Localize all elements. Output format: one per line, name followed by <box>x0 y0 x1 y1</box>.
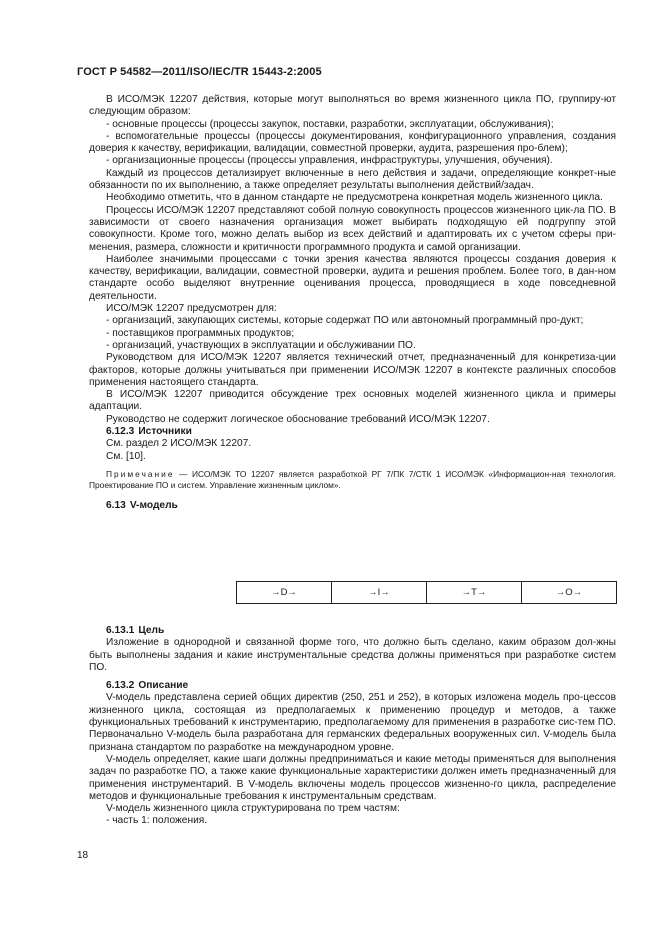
section-number: 6.13 <box>106 500 126 512</box>
section-number: 6.13.2 <box>106 680 135 692</box>
paragraph: См. раздел 2 ИСО/МЭК 12207. <box>106 438 252 450</box>
section-title: V-модель <box>129 500 178 512</box>
note-label: Примечание <box>106 468 175 479</box>
note <box>89 469 616 491</box>
v-model-diagram <box>236 581 617 604</box>
list-item: - организаций, закупающих системы, которые содержат ПО или автономный программный про-дукт; <box>106 315 584 327</box>
paragraph: Процессы ИСО/МЭК 12207 представляют собой полную совокупность процессов жизненного цик-ла ПО. В зависимости от своего назначения организация может выбирать подходящую ей подгруппу этой совокупности. Кроме того, можно делать выбор из всех действий и адаптировать их с учетом сферы при-менения, размера, сложности и критичности программного продукта и самой организации. <box>89 204 616 253</box>
list-item: - основные процессы (процессы закупок, поставки, разработки, эксплуатации, обслуживания); <box>106 118 554 130</box>
body-text-top <box>89 94 616 513</box>
section-title: Источники <box>138 426 192 438</box>
section-number: 6.12.3 <box>106 426 135 438</box>
section-heading-6-13-1 <box>89 625 616 637</box>
paragraph: Руководством для ИСО/МЭК 12207 является технический отчет, предназначенный для конкретиза-ции факторов, которые должны учитываться при применении ИСО/МЭК 12207 в контексте различных способов применения настоящего стандарта. <box>89 352 616 388</box>
section-title: Цель <box>138 625 165 636</box>
paragraph: Изложение в однородной и связанной форме того, что должно быть сделано, каким образом дол-жны быть выполнены задания и какие инструментальные средства должны применяться при разработке систем ПО. <box>89 637 616 673</box>
paragraph: V-модель представлена серией общих директив (250, 251 и 252), в которых изложена модель про-цессов жизненного цикла, состоящая из предполагаемых к применению процедур и методов, а также функциональных требований к инструментарию, предполагаемому для применения в разработке сис-тем ПО. Первоначально V-модель была разработана для германских федеральных вооруженных сил. V-модель была признана стандартом по разработке на международном уровне. <box>89 692 616 753</box>
paragraph: Руководство не содержит логическое обоснование требований ИСО/МЭК 12207. <box>106 413 490 425</box>
list-item: - часть 1: положения. <box>106 815 208 827</box>
v-model-cell-i: →I→ <box>332 582 427 603</box>
v-model-cell-o: →O→ <box>555 587 583 598</box>
paragraph: См. [10]. <box>106 450 146 462</box>
paragraph: V-модель жизненного цикла структурирована по трем частям: <box>106 803 400 815</box>
section-heading-6-12-3 <box>89 426 616 438</box>
list-item: - вспомогательные процессы (процессы документирования, конфигурационного управления, создания доверия к качеству, верификации, валидации, совместной проверки, аудита, разрешения про-блем); <box>89 130 616 155</box>
v-model-cell-d: →D→ <box>237 582 332 603</box>
v-model-cell-t: →T→ <box>427 582 522 603</box>
paragraph: ИСО/МЭК 12207 предусмотрен для: <box>106 303 277 315</box>
section-heading-6-13 <box>89 500 616 512</box>
paragraph: В ИСО/МЭК 12207 приводится обсуждение трех основных моделей жизненного цикла и примеры адаптации. <box>89 389 616 413</box>
list-item: - организационные процессы (процессы управления, инфраструктуры, улучшения, обучения). <box>106 155 553 167</box>
section-title: Описание <box>138 680 189 692</box>
paragraph: Наиболее значимыми процессами с точки зрения качества являются процессы создания доверия к качеству, верификации, валидации, совместной проверки, аудита и решения проблем. Более того, в дан-ном стандарте особо выделяют внутренние оценивания процесса, проводящиеся в ходе повседневной деятельности. <box>89 253 616 302</box>
paragraph: Каждый из процессов детализирует включенные в него действия и задачи, определяющие конкрет-ные обязанности по их выполнению, а также определяет результаты выполнения действий/задач. <box>89 167 616 192</box>
list-item: - организаций, участвующих в эксплуатации и обслуживании ПО. <box>106 339 416 351</box>
body-text-bottom <box>89 625 616 828</box>
document-header: ГОСТ Р 54582—2011/ISO/IEC/TR 15443-2:2005 <box>77 66 322 78</box>
list-item: - поставщиков программных продуктов; <box>106 327 295 339</box>
section-number: 6.13.1 <box>106 625 135 636</box>
section-heading-6-13-2 <box>89 680 616 692</box>
note-text: — ИСО/МЭК ТО 12207 является разработкой РГ 7/ПК 7/СТК 1 ИСО/МЭК «Информацион-ная технология. Проектирование ПО и систем. Управление жизненным циклом». <box>89 468 616 491</box>
page-number: 18 <box>77 850 89 861</box>
paragraph: V-модель определяет, какие шаги должны предприниматься и какие методы применяться для выполнения задач по разработке ПО, а также какие функциональные характеристики должен иметь предназначенный для применения инструментарий. В V-модель включены модель процессов жизненно-го цикла, распределение методов и функциональные требования к инструментальным средствам. <box>89 753 616 802</box>
paragraph: Необходимо отметить, что в данном стандарте не предусмотрена конкретная модель жизненного цикла. <box>106 192 603 204</box>
paragraph: В ИСО/МЭК 12207 действия, которые могут выполняться во время жизненного цикла ПО, группиру-ют следующим образом: <box>89 94 616 118</box>
